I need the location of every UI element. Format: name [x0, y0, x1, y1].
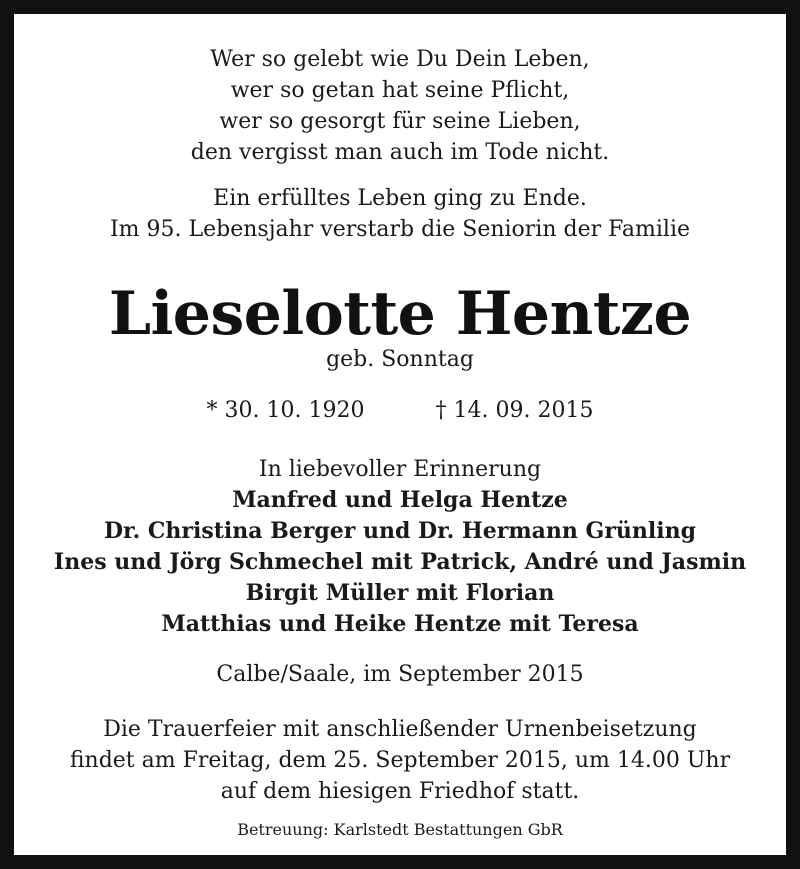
ceremony-line: findet am Freitag, dem 25. September 2015, um 14.00 Uhr — [69, 748, 731, 773]
intro-line: Im 95. Lebensjahr verstarb die Seniorin der Familie — [109, 217, 690, 242]
verse-line: wer so gesorgt für seine Lieben, — [219, 109, 581, 134]
mourner-entry: Birgit Müller mit Florian — [245, 580, 555, 606]
maiden-name: geb. Sonntag — [326, 347, 474, 372]
undertaker-credit: Betreuung: Karlstedt Bestattungen GbR — [237, 820, 563, 839]
life-dates — [14, 395, 786, 426]
ceremony-line: Die Trauerfeier mit anschließender Urnenbeisetzung — [103, 717, 697, 742]
verse-line: wer so getan hat seine Pflicht, — [230, 78, 570, 103]
mourner-entry: Dr. Christina Berger und Dr. Hermann Grünling — [103, 518, 697, 544]
mourners-heading: In liebevoller Erinnerung — [258, 457, 542, 482]
mourner-entry: Manfred und Helga Hentze — [232, 487, 568, 513]
intro-text — [14, 183, 786, 245]
verse-line: Wer so gelebt wie Du Dein Leben, — [210, 47, 590, 72]
mourner-entry: Ines und Jörg Schmechel mit Patrick, André und Jasmin — [53, 549, 747, 575]
death-date: † 14. 09. 2015 — [435, 398, 594, 423]
place-and-date: Calbe/Saale, im September 2015 — [216, 662, 584, 687]
memorial-verse — [14, 44, 786, 168]
funeral-ceremony-info — [14, 714, 786, 807]
intro-line: Ein erfülltes Leben ging zu Ende. — [213, 186, 587, 211]
ceremony-line: auf dem hiesigen Friedhof statt. — [220, 779, 580, 804]
birth-date: * 30. 10. 1920 — [206, 398, 365, 423]
mourners-list — [14, 454, 786, 640]
deceased-name: Lieselotte Hentze — [108, 279, 692, 349]
verse-line: den vergisst man auch im Tode nicht. — [190, 140, 610, 165]
mourner-entry: Matthias und Heike Hentze mit Teresa — [161, 611, 639, 637]
